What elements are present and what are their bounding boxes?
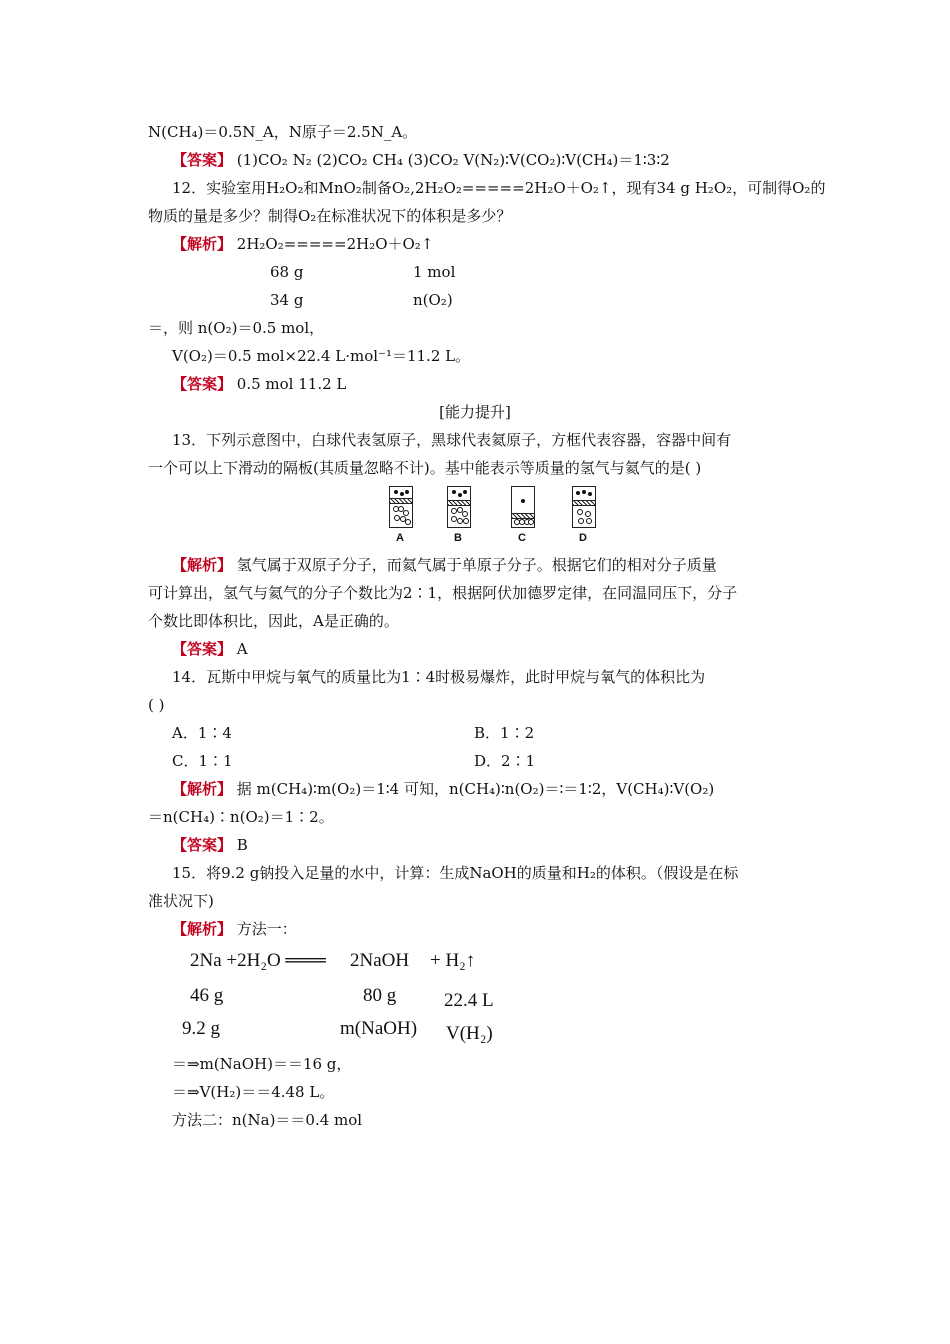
answer-12 (172, 374, 346, 394)
question-13-line2: 一个可以上下滑动的隔板(其质量忽略不计)。基中能表示等质量的氢气与氦气的是( ) (148, 459, 702, 477)
stoich-row-1b: 1 mol (413, 263, 456, 281)
partition (573, 500, 595, 506)
equation-text: 2H₂O₂=====2H₂O＋O₂↑ (232, 235, 434, 253)
question-12-line1: 12．实验室用H₂O₂和MnO₂制备O₂,2H₂O₂=====2H₂O＋O₂↑，现有34 g H₂O₂，可制得O₂的 (172, 179, 826, 197)
label-c: C (518, 532, 526, 544)
answer-text: 0.5 mol 11.2 L (232, 375, 347, 393)
text-line: ＝，则 n(O₂)＝0.5 mol， (148, 319, 325, 337)
container-a (389, 486, 413, 528)
answer-11 (172, 150, 670, 170)
hydrogen-atom (577, 509, 583, 515)
unknown-v-h2: V(H₂) (446, 1023, 493, 1044)
answer-tag: 【答案】 (172, 151, 233, 169)
helium-atom (521, 499, 525, 503)
partition (448, 500, 470, 506)
helium-atom (588, 492, 592, 496)
text-line: 方法二：n(Na)＝＝0.4 mol (172, 1111, 363, 1129)
answer-text: (1)CO₂ N₂ (2)CO₂ CH₄ (3)CO₂ V(N₂)∶V(CO₂)∶V(CH₄)＝1∶3∶2 (232, 151, 670, 169)
question-15-line1: 15．将9.2 g钠投入足量的水中，计算：生成NaOH的质量和H₂的体积。（假设是在标 (172, 864, 739, 882)
analysis-text: 据 m(CH₄)∶m(O₂)＝1∶4 可知，n(CH₄)∶n(O₂)＝∶＝1∶2，V(CH₄)∶V(O₂) (232, 780, 715, 798)
label-d: D (579, 532, 587, 544)
hydrogen-atom (586, 518, 592, 524)
option-c: C．1∶1 (172, 752, 233, 770)
answer-tag: 【答案】 (172, 375, 233, 393)
given-mass-na: 9.2 g (182, 1018, 220, 1039)
analysis-14 (172, 779, 714, 799)
answer-text: B (232, 836, 248, 854)
stoich-row-1a: 68 g (270, 263, 304, 281)
volume-h2: 22.4 L (444, 990, 494, 1011)
text-line: N(CH₄)＝0.5N_A，N原子＝2.5N_A。 (148, 123, 418, 141)
text-line: ＝n(CH₄)∶n(O₂)＝1∶2。 (148, 808, 334, 826)
helium-atom (582, 490, 586, 494)
hydrogen-atom (405, 519, 411, 525)
container-d (572, 486, 596, 528)
unknown-m-naoh: m(NaOH) (340, 1018, 418, 1039)
partition (390, 498, 412, 504)
analysis-12 (172, 234, 433, 254)
container-b (447, 486, 471, 528)
text-line: ＝⇒V(H₂)＝＝4.48 L。 (172, 1083, 335, 1101)
hydrogen-atom (462, 511, 468, 517)
hydrogen-atom (403, 510, 409, 516)
option-b: B．1∶2 (474, 724, 535, 742)
answer-tag: 【答案】 (172, 836, 233, 854)
helium-atom (394, 490, 398, 494)
analysis-tag: 【解析】 (172, 920, 233, 938)
label-a: A (396, 532, 404, 544)
text-line: 可计算出，氢气与氦气的分子个数比为2∶1，根据阿伏加德罗定律，在同温同压下，分子 (148, 584, 738, 602)
question-13-line1: 13．下列示意图中，白球代表氢原子，黑球代表氦原子，方框代表容器，容器中间有 (172, 431, 732, 449)
answer-13 (172, 639, 248, 659)
analysis-13 (172, 555, 717, 575)
question-15-line2: 准状况下) (148, 892, 214, 910)
answer-tag: 【答案】 (172, 640, 233, 658)
equation-product-h2: + H₂↑ (430, 950, 476, 971)
analysis-text: 氢气属于双原子分子，而氦气属于单原子分子。根据它们的相对分子质量 (232, 556, 717, 574)
analysis-tag: 【解析】 (172, 780, 233, 798)
section-heading: [能力提升] (439, 403, 511, 421)
analysis-15 (172, 919, 297, 939)
hydrogen-atom (463, 518, 469, 524)
answer-14 (172, 835, 248, 855)
equation-product-naoh: 2NaOH (350, 950, 410, 971)
option-d: D．2∶1 (474, 752, 536, 770)
text-line: V(O₂)＝0.5 mol×22.4 L·mol⁻¹＝11.2 L。 (172, 347, 471, 365)
helium-atom (576, 491, 580, 495)
hydrogen-atom (585, 511, 591, 517)
hydrogen-atom (578, 518, 584, 524)
label-b: B (454, 532, 462, 544)
question-14-line1: 14．瓦斯中甲烷与氧气的质量比为1∶4时极易爆炸，此时甲烷与氧气的体积比为 (172, 668, 706, 686)
helium-atom (400, 492, 404, 496)
helium-atom (405, 490, 409, 494)
stoich-row-2b: n(O₂) (413, 291, 453, 309)
helium-atom (463, 490, 467, 494)
container-c (511, 486, 535, 528)
analysis-tag: 【解析】 (172, 235, 233, 253)
analysis-text: 方法一： (232, 920, 297, 938)
stoich-row-2a: 34 g (270, 291, 304, 309)
question-12-line2: 物质的量是多少？制得O₂在标准状况下的体积是多少？ (148, 207, 512, 225)
helium-atom (452, 490, 456, 494)
option-a: A．1∶4 (172, 724, 232, 742)
text-line: ＝⇒m(NaOH)＝＝16 g， (172, 1055, 352, 1073)
answer-text: A (232, 640, 248, 658)
analysis-tag: 【解析】 (172, 556, 233, 574)
text-line: 个数比即体积比，因此，A是正确的。 (148, 612, 399, 630)
container-figure (0, 484, 950, 544)
equation-reactants: 2Na +2H₂O ═══ (190, 950, 326, 971)
mass-naoh: 80 g (363, 985, 397, 1006)
helium-atom (458, 493, 462, 497)
question-14-line2: ( ) (148, 696, 165, 714)
mass-na: 46 g (190, 985, 224, 1006)
hydrogen-atom (528, 519, 534, 525)
